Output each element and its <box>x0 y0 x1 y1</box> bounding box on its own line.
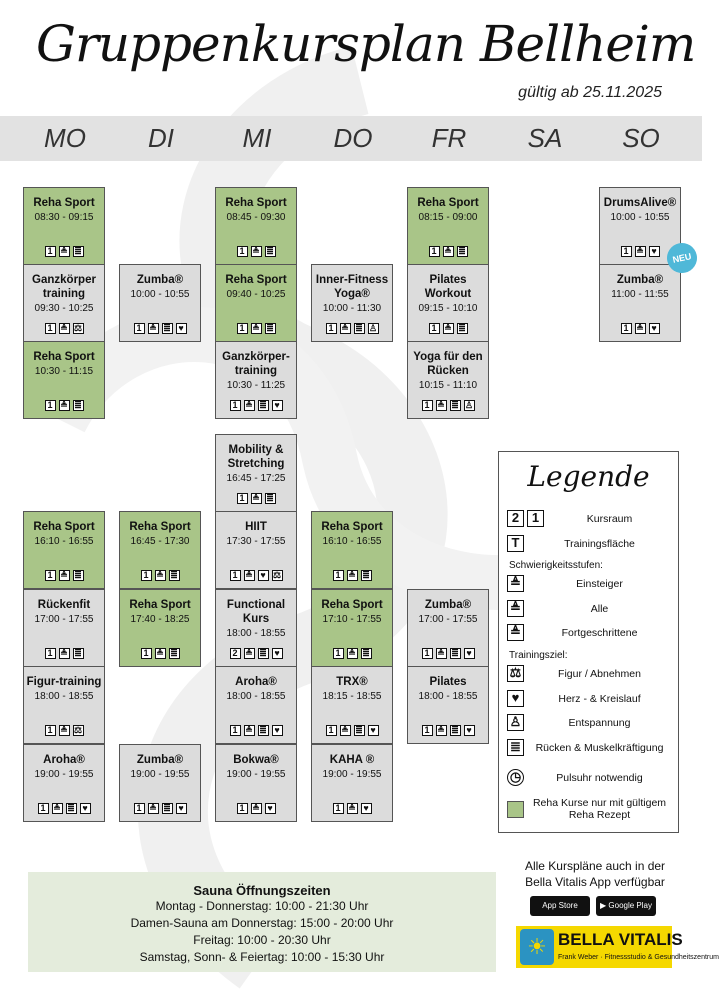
course-name: Aroha® <box>235 676 277 688</box>
app-availability-text: Alle Kurspläne auch in der Bella Vitalis App verfügbar <box>524 859 666 889</box>
sauna-hours-box <box>28 872 496 972</box>
spine-icon: ≣ <box>355 323 363 333</box>
course-card <box>215 511 297 589</box>
level-beginner-icon: ≜ <box>60 400 68 410</box>
course-time: 10:15 - 11:10 <box>418 380 478 391</box>
course-card <box>311 666 393 744</box>
spine-icon: ≣ <box>451 400 459 410</box>
spine-icon: ≣ <box>362 570 370 580</box>
course-card <box>215 744 297 822</box>
google-play-button[interactable]: ▶ Google Play <box>596 896 656 916</box>
room-2-icon: 2 <box>507 510 524 527</box>
level-all-icon: ≜ <box>507 600 524 617</box>
room-1-icon: 1 <box>237 803 248 814</box>
level-beginner-icon: ≜ <box>437 648 445 658</box>
course-card <box>215 264 297 342</box>
course-name: Bokwa® <box>233 754 279 766</box>
spine-icon: ≣ <box>170 570 178 580</box>
day-header-so: SO <box>622 123 660 153</box>
legend-pulsuhr: ◷ Pulsuhr notwendig <box>507 769 672 786</box>
course-icons <box>312 648 392 659</box>
level-beginner-icon: ≜ <box>149 323 157 333</box>
course-name: DrumsAlive® <box>603 197 677 209</box>
course-name: Reha Sport <box>225 197 287 209</box>
course-card <box>311 511 393 589</box>
course-time: 17:40 - 18:25 <box>130 614 190 625</box>
course-card <box>215 341 297 419</box>
course-icons <box>120 648 200 659</box>
course-card <box>599 264 681 342</box>
course-name: Reha Sport <box>129 521 191 533</box>
room-1-icon: 1 <box>621 323 632 334</box>
course-card <box>23 341 105 419</box>
spine-icon: ≣ <box>451 725 459 735</box>
course-card <box>407 589 489 667</box>
scale-icon: ⚖ <box>73 725 83 735</box>
course-name: Aroha® <box>43 754 85 766</box>
course-icons <box>216 648 296 659</box>
spine-icon: ≣ <box>451 648 459 658</box>
course-name: Reha Sport <box>321 599 383 611</box>
course-time: 16:10 - 16:55 <box>322 536 382 547</box>
spine-icon: ≣ <box>458 246 466 256</box>
spine-icon: ≣ <box>170 648 178 658</box>
course-icons <box>120 570 200 581</box>
course-name: Zumba® <box>616 274 664 286</box>
course-icons <box>408 246 488 257</box>
level-beginner-icon: ≜ <box>437 725 445 735</box>
course-name: Mobility & Stretching <box>227 444 285 470</box>
spine-icon: ≣ <box>67 803 75 813</box>
course-name: Pilates Workout <box>424 274 472 300</box>
play-icon: ▶ <box>600 901 609 910</box>
course-name: Rückenfit <box>37 599 91 611</box>
level-beginner-icon: ≜ <box>636 323 644 333</box>
heart-icon: ♥ <box>265 803 276 814</box>
day-header-fr: FR <box>431 123 467 153</box>
course-name: Zumba® <box>136 754 184 766</box>
legend-einsteiger: ≜ Einsteiger <box>507 575 672 592</box>
heart-icon: ♥ <box>258 570 269 581</box>
course-name: TRX® <box>336 676 368 688</box>
brand-tagline: Frank Weber · Fitnessstudio & Gesundheitszentrum <box>558 954 719 961</box>
course-time: 08:15 - 09:00 <box>418 212 478 223</box>
room-1-icon: 1 <box>45 570 56 581</box>
course-time: 17:00 - 17:55 <box>418 614 478 625</box>
course-name: Functional Kurs <box>226 599 286 625</box>
legend-title: Legende <box>527 460 650 493</box>
level-beginner-icon: ≜ <box>245 725 253 735</box>
level-beginner-icon: ≜ <box>245 400 253 410</box>
course-card <box>311 589 393 667</box>
heart-icon: ♥ <box>649 246 660 257</box>
legend-goal-heading: Trainingsziel: <box>509 650 568 661</box>
course-name: Reha Sport <box>33 521 95 533</box>
level-advanced-icon: ≜ <box>507 624 524 641</box>
day-header-di: DI <box>148 123 174 153</box>
course-time: 08:30 - 09:15 <box>34 212 94 223</box>
course-time: 09:30 - 10:25 <box>34 303 94 314</box>
course-name: Reha Sport <box>225 274 287 286</box>
heart-icon: ♥ <box>272 400 283 411</box>
course-card <box>23 666 105 744</box>
room-1-icon: 1 <box>527 510 544 527</box>
meditation-icon: ♙ <box>464 400 474 410</box>
course-icons <box>24 246 104 257</box>
spine-icon: ≣ <box>362 648 370 658</box>
level-beginner-icon: ≜ <box>444 246 452 256</box>
room-1-icon: 1 <box>333 803 344 814</box>
sauna-line: Freitag: 10:00 - 20:30 Uhr <box>193 933 331 947</box>
course-icons <box>600 323 680 334</box>
room-1-icon: 1 <box>141 570 152 581</box>
legend-ruecken: ≣ Rücken & Muskelkräftigung <box>507 739 672 756</box>
day-header-do: DO <box>333 123 373 153</box>
room-1-icon: 1 <box>45 323 56 334</box>
valid-date: gültig ab 25.11.2025 <box>518 84 662 101</box>
level-beginner-icon: ≜ <box>348 803 356 813</box>
course-name: Yoga für den Rücken <box>413 351 483 377</box>
new-badge: NEU <box>664 240 700 276</box>
spine-icon: ≣ <box>266 246 274 256</box>
heart-icon: ♥ <box>649 323 660 334</box>
course-card <box>311 744 393 822</box>
level-beginner-icon: ≜ <box>60 648 68 658</box>
course-name: Reha Sport <box>129 599 191 611</box>
course-time: 18:00 - 18:55 <box>226 691 286 702</box>
room-1-icon: 1 <box>422 648 433 659</box>
course-card <box>215 666 297 744</box>
legend-alle: ≜ Alle <box>507 600 672 617</box>
app-store-button[interactable]: App Store <box>530 896 590 916</box>
course-time: 17:10 - 17:55 <box>322 614 382 625</box>
day-header-mo: MO <box>44 123 86 153</box>
course-icons <box>24 725 104 736</box>
course-name: Ganzkörper-training <box>222 351 290 377</box>
course-name: Figur-training <box>26 676 102 688</box>
course-card <box>23 589 105 667</box>
level-beginner-icon: ≜ <box>60 725 68 735</box>
sauna-line: Damen-Sauna am Donnerstag: 15:00 - 20:00 Uhr <box>130 916 394 930</box>
course-time: 11:00 - 11:55 <box>611 289 669 300</box>
course-card <box>119 589 201 667</box>
meditation-icon: ♙ <box>368 323 378 333</box>
course-icons <box>216 323 296 334</box>
course-icons <box>216 725 296 736</box>
scale-icon: ⚖ <box>73 323 83 333</box>
course-icons <box>312 725 392 736</box>
course-time: 10:00 - 10:55 <box>130 289 190 300</box>
spine-icon: ≣ <box>74 400 82 410</box>
level-beginner-icon: ≜ <box>252 803 260 813</box>
course-name: Zumba® <box>136 274 184 286</box>
course-time: 19:00 - 19:55 <box>226 769 286 780</box>
heart-icon: ♥ <box>176 803 187 814</box>
spine-icon: ≣ <box>74 570 82 580</box>
scale-icon: ⚖ <box>507 665 524 682</box>
heart-icon: ♥ <box>272 725 283 736</box>
course-name: Reha Sport <box>33 351 95 363</box>
heart-icon: ♥ <box>361 803 372 814</box>
legend-figur: ⚖ Figur / Abnehmen <box>507 665 672 682</box>
level-beginner-icon: ≜ <box>252 323 260 333</box>
level-beginner-icon: ≜ <box>252 246 260 256</box>
course-icons <box>408 648 488 659</box>
legend-fortgeschrittene: ≜ Fortgeschrittene <box>507 624 672 641</box>
heart-icon: ♥ <box>176 323 187 334</box>
spine-icon: ≣ <box>259 725 267 735</box>
room-1-icon: 1 <box>230 725 241 736</box>
course-icons <box>120 803 200 814</box>
heart-icon: ♥ <box>464 725 475 736</box>
course-card <box>23 264 105 342</box>
room-1-icon: 1 <box>429 323 440 334</box>
course-time: 19:00 - 19:55 <box>130 769 190 780</box>
course-card <box>311 264 393 342</box>
spine-icon: ≣ <box>507 739 524 756</box>
course-name: Reha Sport <box>417 197 479 209</box>
course-name: HIIT <box>245 521 267 533</box>
course-icons <box>24 400 104 411</box>
room-1-icon: 1 <box>237 493 248 504</box>
room-1-icon: 1 <box>45 400 56 411</box>
course-icons <box>312 323 392 334</box>
room-2-icon: 2 <box>230 648 241 659</box>
room-1-icon: 1 <box>422 725 433 736</box>
meditation-icon: ♙ <box>507 714 524 731</box>
room-1-icon: 1 <box>230 570 241 581</box>
course-card <box>23 744 105 822</box>
room-1-icon: 1 <box>326 725 337 736</box>
legend-reha: Reha Kurse nur mit gültigem Reha Rezept <box>507 797 672 821</box>
spine-icon: ≣ <box>458 323 466 333</box>
level-beginner-icon: ≜ <box>245 570 253 580</box>
course-card <box>407 666 489 744</box>
heart-icon: ♥ <box>272 648 283 659</box>
level-beginner-icon: ≜ <box>348 648 356 658</box>
course-icons <box>216 400 296 411</box>
course-name: KAHA ® <box>329 754 375 766</box>
room-1-icon: 1 <box>230 400 241 411</box>
sauna-title: Sauna Öffnungszeiten <box>193 883 331 898</box>
spine-icon: ≣ <box>266 493 274 503</box>
level-beginner-icon: ≜ <box>437 400 445 410</box>
level-beginner-icon: ≜ <box>60 323 68 333</box>
course-icons <box>24 323 104 334</box>
page-title: Gruppenkursplan Bellheim <box>36 15 696 73</box>
course-icons <box>408 725 488 736</box>
course-card <box>23 187 105 265</box>
level-beginner-icon: ≜ <box>60 570 68 580</box>
course-icons <box>216 570 296 581</box>
level-beginner-icon: ≜ <box>149 803 157 813</box>
room-1-icon: 1 <box>38 803 49 814</box>
spine-icon: ≣ <box>355 725 363 735</box>
legend-levels-heading: Schwierigkeitsstufen: <box>509 560 603 571</box>
level-beginner-icon: ≜ <box>156 648 164 658</box>
course-card <box>119 511 201 589</box>
day-header-sa: SA <box>527 123 563 153</box>
level-beginner-icon: ≜ <box>53 803 61 813</box>
room-1-icon: 1 <box>134 323 145 334</box>
course-icons <box>408 400 488 411</box>
course-name: Zumba® <box>424 599 472 611</box>
course-icons <box>216 493 296 504</box>
reha-swatch <box>507 801 524 818</box>
sauna-line: Montag - Donnerstag: 10:00 - 21:30 Uhr <box>155 899 369 913</box>
level-beginner-icon: ≜ <box>341 323 349 333</box>
spine-icon: ≣ <box>266 323 274 333</box>
legend-herz: ♥ Herz - & Kreislauf <box>507 690 672 707</box>
room-1-icon: 1 <box>333 570 344 581</box>
level-beginner-icon: ≜ <box>245 648 253 658</box>
course-icons <box>216 803 296 814</box>
room-1-icon: 1 <box>141 648 152 659</box>
course-icons <box>24 803 104 814</box>
course-name: Reha Sport <box>33 197 95 209</box>
course-time: 16:10 - 16:55 <box>34 536 94 547</box>
course-time: 16:45 - 17:25 <box>226 473 286 484</box>
room-1-icon: 1 <box>621 246 632 257</box>
course-time: 18:00 - 18:55 <box>418 691 478 702</box>
course-icons <box>312 570 392 581</box>
course-time: 18:00 - 18:55 <box>34 691 94 702</box>
heart-icon: ♥ <box>80 803 91 814</box>
course-time: 10:30 - 11:15 <box>34 366 94 377</box>
course-icons <box>24 648 104 659</box>
course-time: 17:00 - 17:55 <box>34 614 94 625</box>
course-time: 10:00 - 11:30 <box>322 303 382 314</box>
room-1-icon: 1 <box>333 648 344 659</box>
brand-logo <box>516 926 719 968</box>
course-card <box>407 187 489 265</box>
course-icons <box>312 803 392 814</box>
level-beginner-icon: ≜ <box>348 570 356 580</box>
course-time: 16:45 - 17:30 <box>130 536 190 547</box>
course-time: 19:00 - 19:55 <box>34 769 94 780</box>
sauna-line: Samstag, Sonn- & Feiertag: 10:00 - 15:30 Uhr <box>139 950 385 964</box>
course-time: 18:15 - 18:55 <box>322 691 382 702</box>
level-beginner-icon: ≜ <box>252 493 260 503</box>
brand-name: BELLA VITALIS <box>558 930 683 949</box>
course-card <box>23 511 105 589</box>
training-area-icon: T <box>507 535 524 552</box>
course-name: Reha Sport <box>321 521 383 533</box>
course-time: 18:00 - 18:55 <box>226 628 286 639</box>
course-icons <box>24 570 104 581</box>
course-time: 10:00 - 10:55 <box>610 212 670 223</box>
legend-entspannung: ♙ Entspannung <box>507 714 672 731</box>
course-time: 08:45 - 09:30 <box>226 212 286 223</box>
room-1-icon: 1 <box>45 246 56 257</box>
course-time: 09:15 - 10:10 <box>418 303 478 314</box>
room-1-icon: 1 <box>326 323 337 334</box>
course-card <box>119 744 201 822</box>
course-name: Inner-Fitness Yoga® <box>315 274 389 300</box>
course-time: 09:40 - 10:25 <box>226 289 286 300</box>
level-beginner-icon: ≜ <box>341 725 349 735</box>
level-beginner-icon: ≜ <box>636 246 644 256</box>
course-card <box>119 264 201 342</box>
legend-kursraum: 2 1 Kursraum <box>507 510 672 527</box>
course-icons <box>120 323 200 334</box>
course-card <box>407 341 489 419</box>
spine-icon: ≣ <box>163 803 171 813</box>
spine-icon: ≣ <box>163 323 171 333</box>
spine-icon: ≣ <box>74 648 82 658</box>
room-1-icon: 1 <box>45 725 56 736</box>
scale-icon: ⚖ <box>272 570 282 580</box>
course-card <box>407 264 489 342</box>
room-1-icon: 1 <box>45 648 56 659</box>
course-time: 17:30 - 17:55 <box>226 536 286 547</box>
pulse-watch-icon: ◷ <box>507 769 524 786</box>
spine-icon: ≣ <box>259 400 267 410</box>
level-beginner-icon: ≜ <box>444 323 452 333</box>
spine-icon: ≣ <box>74 246 82 256</box>
level-beginner-icon: ≜ <box>156 570 164 580</box>
room-1-icon: 1 <box>422 400 433 411</box>
course-time: 10:30 - 11:25 <box>226 380 286 391</box>
course-name: Pilates <box>429 676 467 688</box>
room-1-icon: 1 <box>134 803 145 814</box>
course-icons <box>216 246 296 257</box>
course-card <box>215 434 297 512</box>
day-header-mi: MI <box>242 123 272 153</box>
sun-logo-icon: ☀ <box>520 929 554 965</box>
heart-icon: ♥ <box>464 648 475 659</box>
heart-icon: ♥ <box>507 690 524 707</box>
legend-box <box>498 451 679 833</box>
course-card <box>215 187 297 265</box>
level-beginner-icon: ≜ <box>60 246 68 256</box>
spine-icon: ≣ <box>259 648 267 658</box>
room-1-icon: 1 <box>237 246 248 257</box>
course-card <box>215 589 297 667</box>
course-time: 19:00 - 19:55 <box>322 769 382 780</box>
room-1-icon: 1 <box>237 323 248 334</box>
level-beginner-icon: ≜ <box>507 575 524 592</box>
room-1-icon: 1 <box>429 246 440 257</box>
course-name: Ganzkörper training <box>32 274 96 300</box>
course-icons <box>408 323 488 334</box>
heart-icon: ♥ <box>368 725 379 736</box>
legend-trainingsflaeche: T Trainingsfläche <box>507 535 672 552</box>
